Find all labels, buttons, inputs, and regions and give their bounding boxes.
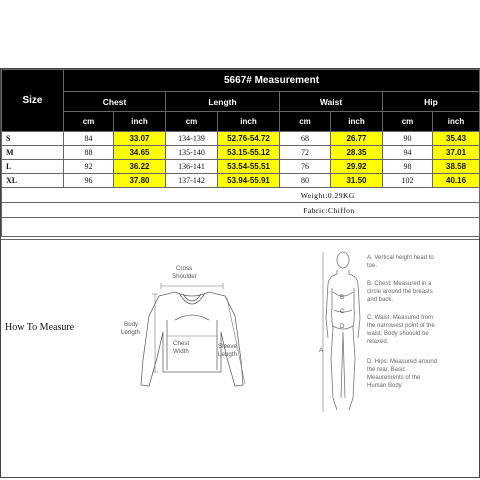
hip-inch-header: inch bbox=[433, 112, 480, 132]
size-header: Size bbox=[2, 70, 64, 132]
length-cm-cell: 134-139 bbox=[166, 132, 218, 146]
body-length-label-2: Length bbox=[121, 329, 140, 336]
fabric-row bbox=[2, 203, 480, 218]
size-cell: S bbox=[2, 132, 64, 146]
chest-width-label-1: Chest bbox=[173, 340, 190, 347]
length-inch-cell: 53.15-55.12 bbox=[218, 146, 280, 160]
length-cm-cell: 137-142 bbox=[166, 174, 218, 188]
chest-inch-cell: 33.07 bbox=[114, 132, 166, 146]
hip-inch-cell: 40.16 bbox=[433, 174, 480, 188]
hip-cm-cell: 98 bbox=[383, 160, 433, 174]
note-d: D. Hips: Measured around the rear. Basic Meaurements of the Human Body bbox=[367, 359, 438, 389]
waist-inch-cell: 29.92 bbox=[331, 160, 383, 174]
note-b: B. Chest: Measured in a circle around the breasts and back. bbox=[367, 281, 433, 303]
hip-inch-cell: 38.58 bbox=[433, 160, 480, 174]
waist-cm-cell: 68 bbox=[280, 132, 331, 146]
waist-header: Waist bbox=[280, 92, 383, 112]
note-c: C. Waist: Measured from the narrowest point of the waist. Body shoould be relaxed. bbox=[367, 315, 435, 345]
note-a: A. Vertical height head to toe. bbox=[367, 255, 434, 269]
chest-inch-cell: 37.80 bbox=[114, 174, 166, 188]
size-table bbox=[1, 69, 480, 237]
cross-shoulder-arrow bbox=[161, 283, 223, 289]
hip-inch-cell: 35.43 bbox=[433, 132, 480, 146]
weight-value: :0.29KG bbox=[325, 190, 355, 200]
waist-inch-header: inch bbox=[331, 112, 383, 132]
weight-row bbox=[2, 188, 480, 203]
length-cm-cell: 136-141 bbox=[166, 160, 218, 174]
chest-cm-cell: 88 bbox=[64, 146, 114, 160]
length-header: Length bbox=[166, 92, 280, 112]
chest-inch-cell: 34.65 bbox=[114, 146, 166, 160]
waist-inch-cell: 26.77 bbox=[331, 132, 383, 146]
waist-cm-cell: 72 bbox=[280, 146, 331, 160]
sleeve-length-label-1: Sleeve bbox=[218, 343, 237, 350]
how-to-measure-section bbox=[1, 239, 479, 477]
chest-header: Chest bbox=[64, 92, 166, 112]
chest-cm-cell: 96 bbox=[64, 174, 114, 188]
length-cm-header: cm bbox=[166, 112, 218, 132]
waist-cm-cell: 76 bbox=[280, 160, 331, 174]
hip-cm-cell: 94 bbox=[383, 146, 433, 160]
cross-shoulder-label-2: Shoulder bbox=[172, 273, 197, 280]
sleeve-length-label-2: Length bbox=[218, 351, 237, 358]
body-letter-c: C bbox=[340, 308, 345, 315]
chest-inch-header: inch bbox=[114, 112, 166, 132]
body-length-label-1: Body bbox=[124, 321, 139, 328]
length-inch-cell: 53.94-55.91 bbox=[218, 174, 280, 188]
body-letter-a: A bbox=[319, 347, 324, 354]
how-to-measure-label: How To Measure bbox=[5, 322, 75, 333]
length-cm-cell: 135-140 bbox=[166, 146, 218, 160]
hip-cm-cell: 90 bbox=[383, 132, 433, 146]
body-letter-d: D bbox=[340, 323, 345, 330]
hip-header: Hip bbox=[383, 92, 480, 112]
chest-width-label-2: Width bbox=[173, 348, 189, 355]
body-outline bbox=[326, 270, 360, 410]
sleeve-length-arrow bbox=[227, 298, 245, 384]
waist-cm-cell: 80 bbox=[280, 174, 331, 188]
body-length-arrow bbox=[152, 294, 158, 372]
waist-cm-header: cm bbox=[280, 112, 331, 132]
chest-inch-cell: 36.22 bbox=[114, 160, 166, 174]
table-title: 5667# Measurement bbox=[64, 70, 480, 92]
size-cell: L bbox=[2, 160, 64, 174]
waist-inch-cell: 31.50 bbox=[331, 174, 383, 188]
fabric-value: :Chiffon bbox=[325, 205, 355, 215]
body-diagram bbox=[319, 248, 363, 418]
size-chart bbox=[0, 68, 480, 478]
table-row bbox=[2, 174, 480, 188]
chest-cm-header: cm bbox=[64, 112, 114, 132]
size-cell: M bbox=[2, 146, 64, 160]
body-letter-b: B bbox=[340, 294, 345, 301]
empty-row bbox=[2, 218, 480, 237]
hip-cm-cell: 102 bbox=[383, 174, 433, 188]
table-row bbox=[2, 132, 480, 146]
size-cell: XL bbox=[2, 174, 64, 188]
hip-cm-header: cm bbox=[383, 112, 433, 132]
body-head bbox=[337, 252, 349, 268]
hip-inch-cell: 37.01 bbox=[433, 146, 480, 160]
chest-cm-cell: 92 bbox=[64, 160, 114, 174]
shirt-diagram bbox=[117, 260, 267, 410]
chest-cm-cell: 84 bbox=[64, 132, 114, 146]
cross-shoulder-label-1: Cross bbox=[176, 265, 193, 272]
length-inch-cell: 52.76-54.72 bbox=[218, 132, 280, 146]
table-row bbox=[2, 146, 480, 160]
weight-label: Weight bbox=[300, 190, 326, 200]
length-inch-header: inch bbox=[218, 112, 280, 132]
fabric-label: Fabric bbox=[303, 205, 326, 215]
waist-inch-cell: 28.35 bbox=[331, 146, 383, 160]
table-row bbox=[2, 160, 480, 174]
length-inch-cell: 53.54-55.51 bbox=[218, 160, 280, 174]
